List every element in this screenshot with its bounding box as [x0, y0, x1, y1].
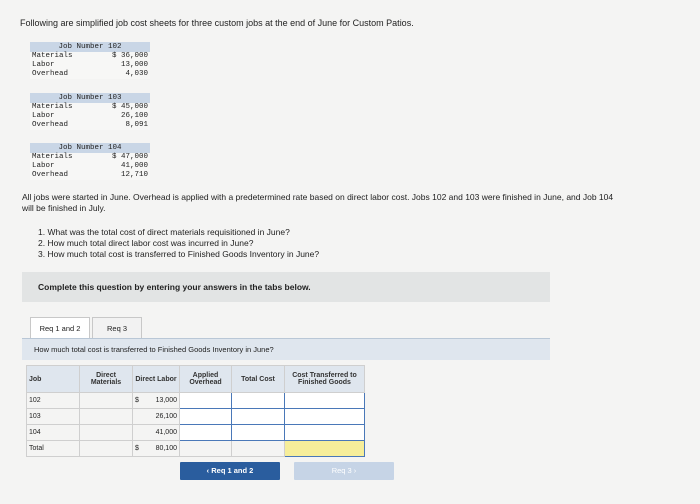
job-row-value: $ 45,000 [111, 103, 148, 111]
direct-labor-cell [133, 441, 180, 457]
table-header-row [27, 366, 365, 393]
applied-overhead-cell [180, 441, 232, 457]
job-row-materials [30, 103, 150, 112]
currency-symbol: $ [135, 397, 139, 404]
applied-overhead-input[interactable] [180, 409, 232, 425]
job-row-label: Materials [32, 52, 73, 60]
total-cost-transferred-input[interactable] [285, 441, 365, 457]
question-bar: How much total cost is transferred to Finished Goods Inventory in June? [22, 338, 550, 360]
job-row-overhead [30, 70, 150, 79]
job-row-label: Labor [32, 112, 55, 120]
job-card-104 [30, 143, 150, 180]
job-row-value: 41,000 [120, 162, 148, 170]
intro-text: Following are simplified job cost sheets for three custom jobs at the end of June for Custom Patios. [20, 18, 414, 28]
direct-materials-cell [80, 393, 133, 409]
direct-labor-value: 41,000 [155, 429, 177, 436]
question-list [38, 227, 319, 260]
direct-materials-cell [80, 441, 133, 457]
col-header-direct-materials: Direct Materials [80, 366, 133, 393]
job-cell: 102 [27, 393, 80, 409]
applied-overhead-input[interactable] [180, 425, 232, 441]
instructions-banner: Complete this question by entering your answers in the tabs below. [22, 272, 550, 302]
job-row-value: 12,710 [120, 171, 148, 179]
job-cell: 104 [27, 425, 80, 441]
job-card-header: Job Number 104 [30, 143, 150, 153]
job-row-labor [30, 162, 150, 171]
col-header-direct-labor: Direct Labor [133, 366, 180, 393]
table-row [27, 409, 365, 425]
tab-req-1-and-2[interactable]: Req 1 and 2 [30, 317, 90, 338]
problem-paragraph: All jobs were started in June. Overhead is applied with a predetermined rate based on direct labor cost. Jobs 102 and 103 were finished in June, and Job 104 will be finished in July. [22, 192, 614, 213]
job-row-materials [30, 52, 150, 61]
job-row-materials [30, 153, 150, 162]
direct-labor-cell [133, 409, 180, 425]
total-cost-cell [232, 441, 285, 457]
job-row-value: $ 47,000 [111, 153, 148, 161]
col-header-job: Job [27, 366, 80, 393]
next-button-req-3[interactable]: Req 3 › [294, 462, 394, 480]
question-item: 3. How much total cost is transferred to Finished Goods Inventory in June? [38, 249, 320, 259]
direct-labor-value: 80,100 [155, 445, 177, 452]
job-row-label: Materials [32, 153, 73, 161]
job-row-overhead [30, 121, 150, 130]
job-row-labor [30, 61, 150, 70]
applied-overhead-input[interactable] [180, 393, 232, 409]
job-row-value: 4,030 [125, 70, 148, 78]
total-cost-input[interactable] [232, 393, 285, 409]
direct-labor-cell [133, 393, 180, 409]
direct-labor-value: 26,100 [155, 413, 177, 420]
cost-transferred-input[interactable] [285, 393, 365, 409]
col-header-cost-transferred: Cost Transferred to Finished Goods [285, 366, 365, 393]
direct-materials-cell [80, 409, 133, 425]
direct-materials-cell [80, 425, 133, 441]
job-row-label: Overhead [32, 121, 69, 129]
job-row-label: Labor [32, 61, 55, 69]
question-item: 1. What was the total cost of direct materials requisitioned in June? [38, 227, 290, 237]
job-row-value: 13,000 [120, 61, 148, 69]
cost-table [26, 365, 365, 457]
col-header-applied-overhead: Applied Overhead [180, 366, 232, 393]
job-card-header: Job Number 103 [30, 93, 150, 103]
job-cell: Total [27, 441, 80, 457]
job-row-label: Labor [32, 162, 55, 170]
table-row-total [27, 441, 365, 457]
col-header-total-cost: Total Cost [232, 366, 285, 393]
job-row-overhead [30, 171, 150, 180]
job-row-label: Overhead [32, 70, 69, 78]
job-card-header: Job Number 102 [30, 42, 150, 52]
currency-symbol: $ [135, 445, 139, 452]
cost-transferred-input[interactable] [285, 425, 365, 441]
direct-labor-value: 13,000 [155, 397, 177, 404]
job-row-value: 26,100 [120, 112, 148, 120]
direct-labor-cell [133, 425, 180, 441]
tab-req-3[interactable]: Req 3 [92, 317, 142, 338]
total-cost-input[interactable] [232, 425, 285, 441]
job-row-value: $ 36,000 [111, 52, 148, 60]
job-row-labor [30, 112, 150, 121]
job-row-value: 8,091 [125, 121, 148, 129]
table-row [27, 425, 365, 441]
total-cost-input[interactable] [232, 409, 285, 425]
job-card-103 [30, 93, 150, 130]
job-cell: 103 [27, 409, 80, 425]
cost-transferred-input[interactable] [285, 409, 365, 425]
question-item: 2. How much total direct labor cost was incurred in June? [38, 238, 254, 248]
prev-button-req-1-and-2[interactable]: ‹ Req 1 and 2 [180, 462, 280, 480]
table-row [27, 393, 365, 409]
job-card-102 [30, 42, 150, 79]
job-row-label: Materials [32, 103, 73, 111]
job-row-label: Overhead [32, 171, 69, 179]
